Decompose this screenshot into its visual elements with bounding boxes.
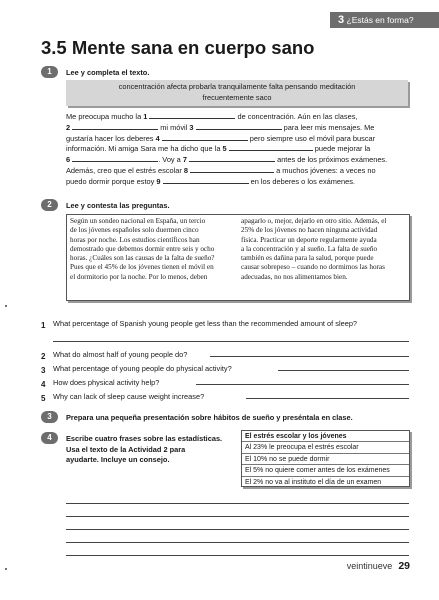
article-column-left <box>70 217 235 298</box>
cloze-text-segment: pero siempre uso el móvil para buscar <box>247 133 376 143</box>
gap-number: 3 <box>189 122 194 132</box>
page-word: veintinueve <box>346 561 393 571</box>
article-line: 25% de los jóvenes no hacen ninguna actividad <box>241 226 378 235</box>
writing-line[interactable] <box>66 516 409 517</box>
article-column-right <box>241 217 406 298</box>
page-number: 29 <box>398 560 410 572</box>
question-text: What percentage of Spanish young people get less than the recommended amount of sleep? <box>53 319 358 328</box>
writing-line[interactable] <box>66 503 409 504</box>
stats-box <box>241 430 410 487</box>
cloze-line <box>66 144 412 155</box>
cloze-line <box>66 123 412 134</box>
question-text: What do almost half of young people do? <box>53 350 188 359</box>
activity-4-instruction-line: Escribe cuatro frases sobre las estadísticas. <box>66 434 223 443</box>
activity-2-instruction: Lee y contesta las preguntas. <box>66 201 170 210</box>
cloze-text-segment: gustaría hacer los deberes <box>66 133 156 143</box>
cloze-line <box>66 134 412 145</box>
question-number: 2 <box>41 352 46 361</box>
stats-row: El 2% no va al instituto el día de un examen <box>245 478 382 486</box>
answer-line[interactable] <box>196 384 409 385</box>
article-line: horas. ¿Cuáles son las causas de la falta de sueño? <box>70 254 215 263</box>
margin-mark <box>5 568 7 570</box>
cloze-text-segment: puedo dormir porque estoy <box>66 176 157 186</box>
article-line: causar sobrepeso – cuando no dormimos las horas <box>241 263 385 272</box>
gap-blank-8[interactable] <box>190 166 274 173</box>
cloze-line <box>66 155 412 166</box>
cloze-text-segment: mi móvil <box>158 122 190 132</box>
gap-blank-7[interactable] <box>189 155 275 162</box>
margin-mark <box>5 305 7 307</box>
cloze-text-segment: de concentración. Aún en las clases, <box>235 112 358 121</box>
article-line: horas por noche. Los estudios científicos han <box>70 235 200 244</box>
cloze-text-segment: a muchos jóvenes: a veces no <box>274 165 376 175</box>
answer-line[interactable] <box>246 398 409 399</box>
writing-line[interactable] <box>66 555 409 556</box>
unit-number: 3 <box>338 14 345 26</box>
cloze-line <box>66 166 412 177</box>
gap-number: 5 <box>222 144 227 154</box>
gap-blank-5[interactable] <box>229 144 313 151</box>
stats-row: El 5% no quiere comer antes de los exámenes <box>242 465 409 476</box>
article-line: apagarlo o, mejor, dejarlo en otro sitio. Además, el <box>241 217 387 225</box>
question-number: 1 <box>41 321 46 330</box>
reading-article <box>66 214 410 301</box>
gap-blank-2[interactable] <box>72 123 158 130</box>
article-line: Pues que el 45% de los jóvenes tienen el móvil en <box>70 263 214 272</box>
stats-row: Al 23% le preocupa el estrés escolar <box>242 442 409 453</box>
gap-blank-3[interactable] <box>196 123 282 130</box>
question-number: 5 <box>41 394 46 403</box>
question-number: 3 <box>41 366 46 375</box>
answer-line[interactable] <box>278 370 409 371</box>
stats-title: El estrés escolar y los jóvenes <box>242 431 409 442</box>
cloze-line <box>66 177 412 188</box>
answer-line[interactable] <box>210 356 409 357</box>
gap-number: 2 <box>66 122 71 132</box>
cloze-text-segment: puede mejorar la <box>312 144 371 154</box>
cloze-text-segment: en los deberes o los exámenes. <box>248 176 355 186</box>
writing-line[interactable] <box>66 542 409 543</box>
article-line: también es dañina para la salud, porque puede <box>241 254 374 263</box>
gap-blank-1[interactable] <box>149 112 235 119</box>
cloze-text-segment: Además, creo que el estrés escolar <box>66 165 184 175</box>
gap-blank-9[interactable] <box>163 177 249 184</box>
gap-number: 9 <box>156 176 161 186</box>
activity-3-number: 3 <box>41 411 58 423</box>
cloze-line <box>66 112 412 123</box>
gap-number: 8 <box>183 165 189 175</box>
page-footer <box>347 560 410 572</box>
answer-line[interactable] <box>53 341 409 342</box>
cloze-text-segment: antes de los próximos exámenes. <box>275 155 388 165</box>
writing-line[interactable] <box>66 529 409 530</box>
unit-tab <box>330 12 439 28</box>
word-bank <box>66 80 408 106</box>
unit-title: ¿Estás en forma? <box>346 15 414 25</box>
word-bank-line-2: frecuentemente saco <box>202 92 272 102</box>
question-text: How does physical activity help? <box>53 378 160 387</box>
cloze-text <box>66 112 412 188</box>
stats-row: El 10% no se puede dormir <box>242 454 409 465</box>
activity-4-instruction-line: ayudarte. Incluye un consejo. <box>66 455 170 464</box>
page-title: 3.5 Mente sana en cuerpo sano <box>41 37 315 58</box>
article-line: el dormitorio por la noche. Por lo menos, deben <box>70 272 208 281</box>
cloze-text-segment: información. Mi amiga Sara me ha dicho que la <box>66 144 223 154</box>
word-bank-line-1: concentración afecta probarla tranquilamente falta pensando meditación <box>118 82 356 91</box>
activity-4-number: 4 <box>41 432 58 444</box>
activity-1-number: 1 <box>41 66 58 78</box>
activity-1-instruction: Lee y completa el texto. <box>66 68 150 77</box>
cloze-text-segment: para leer mis mensajes. Me <box>281 122 375 132</box>
question-text: Why can lack of sleep cause weight increase? <box>53 392 205 401</box>
gap-blank-4[interactable] <box>162 134 248 141</box>
gap-number: 7 <box>182 155 187 165</box>
article-line: física. Practicar un deporte regularmente ayuda <box>241 235 377 244</box>
activity-3-instruction: Prepara una pequeña presentación sobre hábitos de sueño y preséntala en clase. <box>66 413 353 422</box>
article-line: demostrado que debemos dormir entre seis y ocho <box>70 244 215 253</box>
activity-4-instruction-line: Usa el texto de la Actividad 2 para <box>66 444 186 454</box>
article-line: adecuadas, no nos alimentamos bien. <box>241 272 348 281</box>
gap-number: 1 <box>143 112 148 121</box>
cloze-text-segment: Me preocupa mucho la <box>66 112 144 121</box>
question-text: What percentage of young people do physical activity? <box>53 364 232 373</box>
article-line: de los jóvenes españoles solo duermen cinco <box>70 226 199 235</box>
article-line: Según un sondeo nacional en España, un tercio <box>70 217 206 225</box>
gap-number: 6 <box>66 155 71 165</box>
cloze-text-segment: . Voy a <box>158 155 183 165</box>
article-line: a la concentración y al sueño. La falta de sueño <box>241 244 378 253</box>
gap-number: 4 <box>155 133 160 143</box>
question-number: 4 <box>41 380 46 389</box>
gap-blank-6[interactable] <box>72 155 158 162</box>
activity-2-number: 2 <box>41 199 58 211</box>
activity-4-instruction <box>66 434 222 466</box>
